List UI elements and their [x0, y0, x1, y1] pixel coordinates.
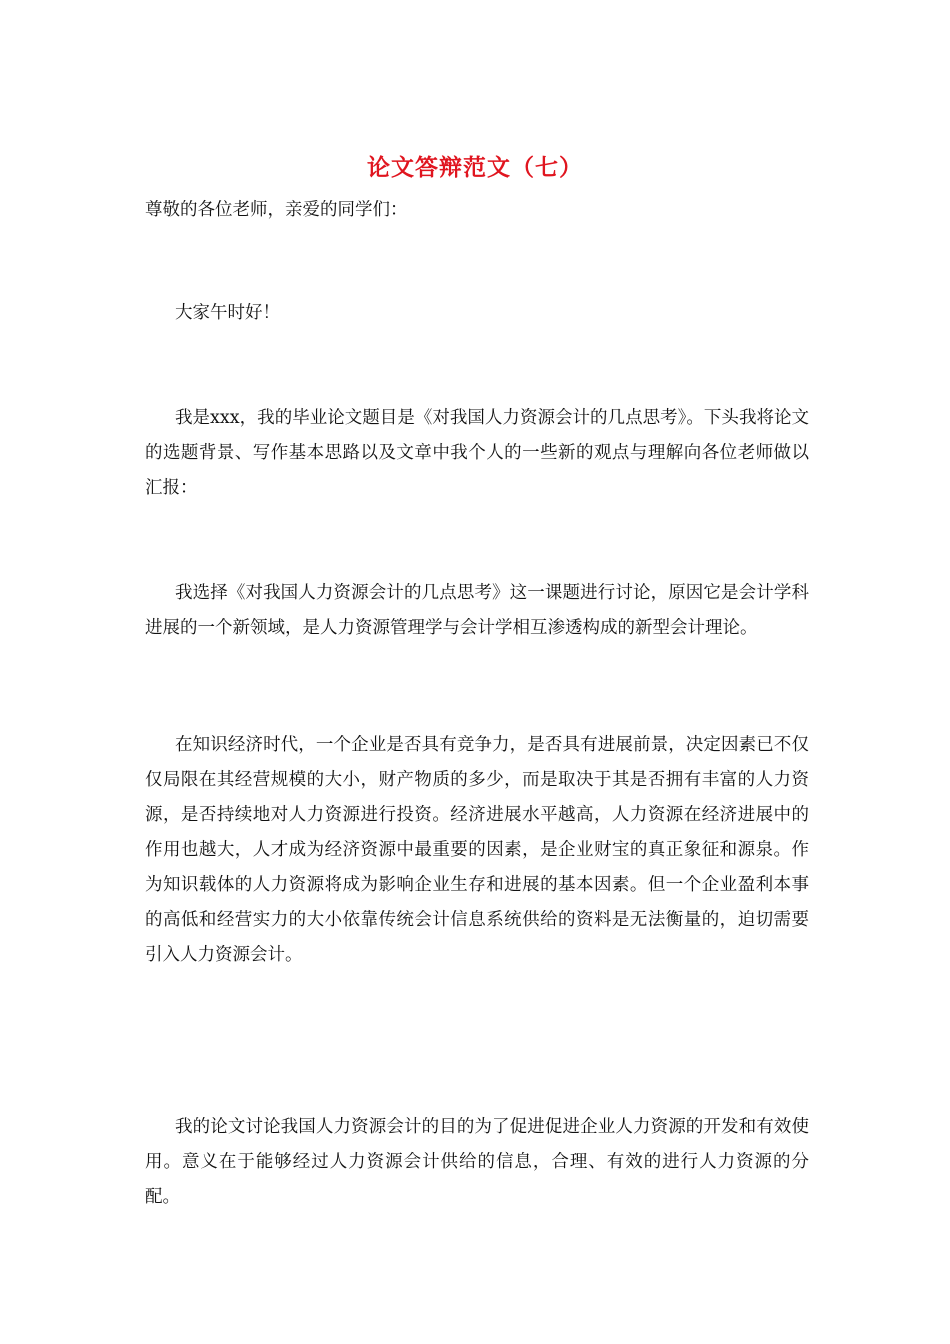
paragraph-greeting: 大家午时好！ — [175, 303, 280, 323]
salutation: 尊敬的各位老师，亲爱的同学们： — [145, 200, 408, 220]
paragraph-introduction: 我是xxx，我的毕业论文题目是《对我国人力资源会计的几点思考》。下头我将论文的选题背景、写作基本思路以及文章中我个人的一些新的观点与理解向各位老师做以汇报： — [145, 408, 809, 498]
paragraph-background: 在知识经济时代，一个企业是否具有竞争力，是否具有进展前景，决定因素已不仅仅局限在其经营规模的大小，财产物质的多少，而是取决于其是否拥有丰富的人力资源，是否持续地对人力资源进行投资。经济进展水平越高，人力资源在经济进展中的作用也越大，人才成为经济资源中最重要的因素，是企业财宝的真正象征和源泉。作为知识载体的人力资源将成为影响企业生存和进展的基本因素。但一个企业盈利本事的高低和经营实力的大小依靠传统会计信息系统供给的资料是无法衡量的，迫切需要引入人力资源会计。 — [145, 735, 809, 965]
document-title: 论文答辩范文（七） — [367, 154, 583, 181]
paragraph-purpose: 我的论文讨论我国人力资源会计的目的为了促进促进企业人力资源的开发和有效使用。意义在于能够经过人力资源会计供给的信息，合理、有效的进行人力资源的分配。 — [145, 1117, 809, 1207]
paragraph-topic-choice: 我选择《对我国人力资源会计的几点思考》这一课题进行讨论，原因它是会计学科进展的一个新领域，是人力资源管理学与会计学相互渗透构成的新型会计理论。 — [145, 583, 809, 638]
